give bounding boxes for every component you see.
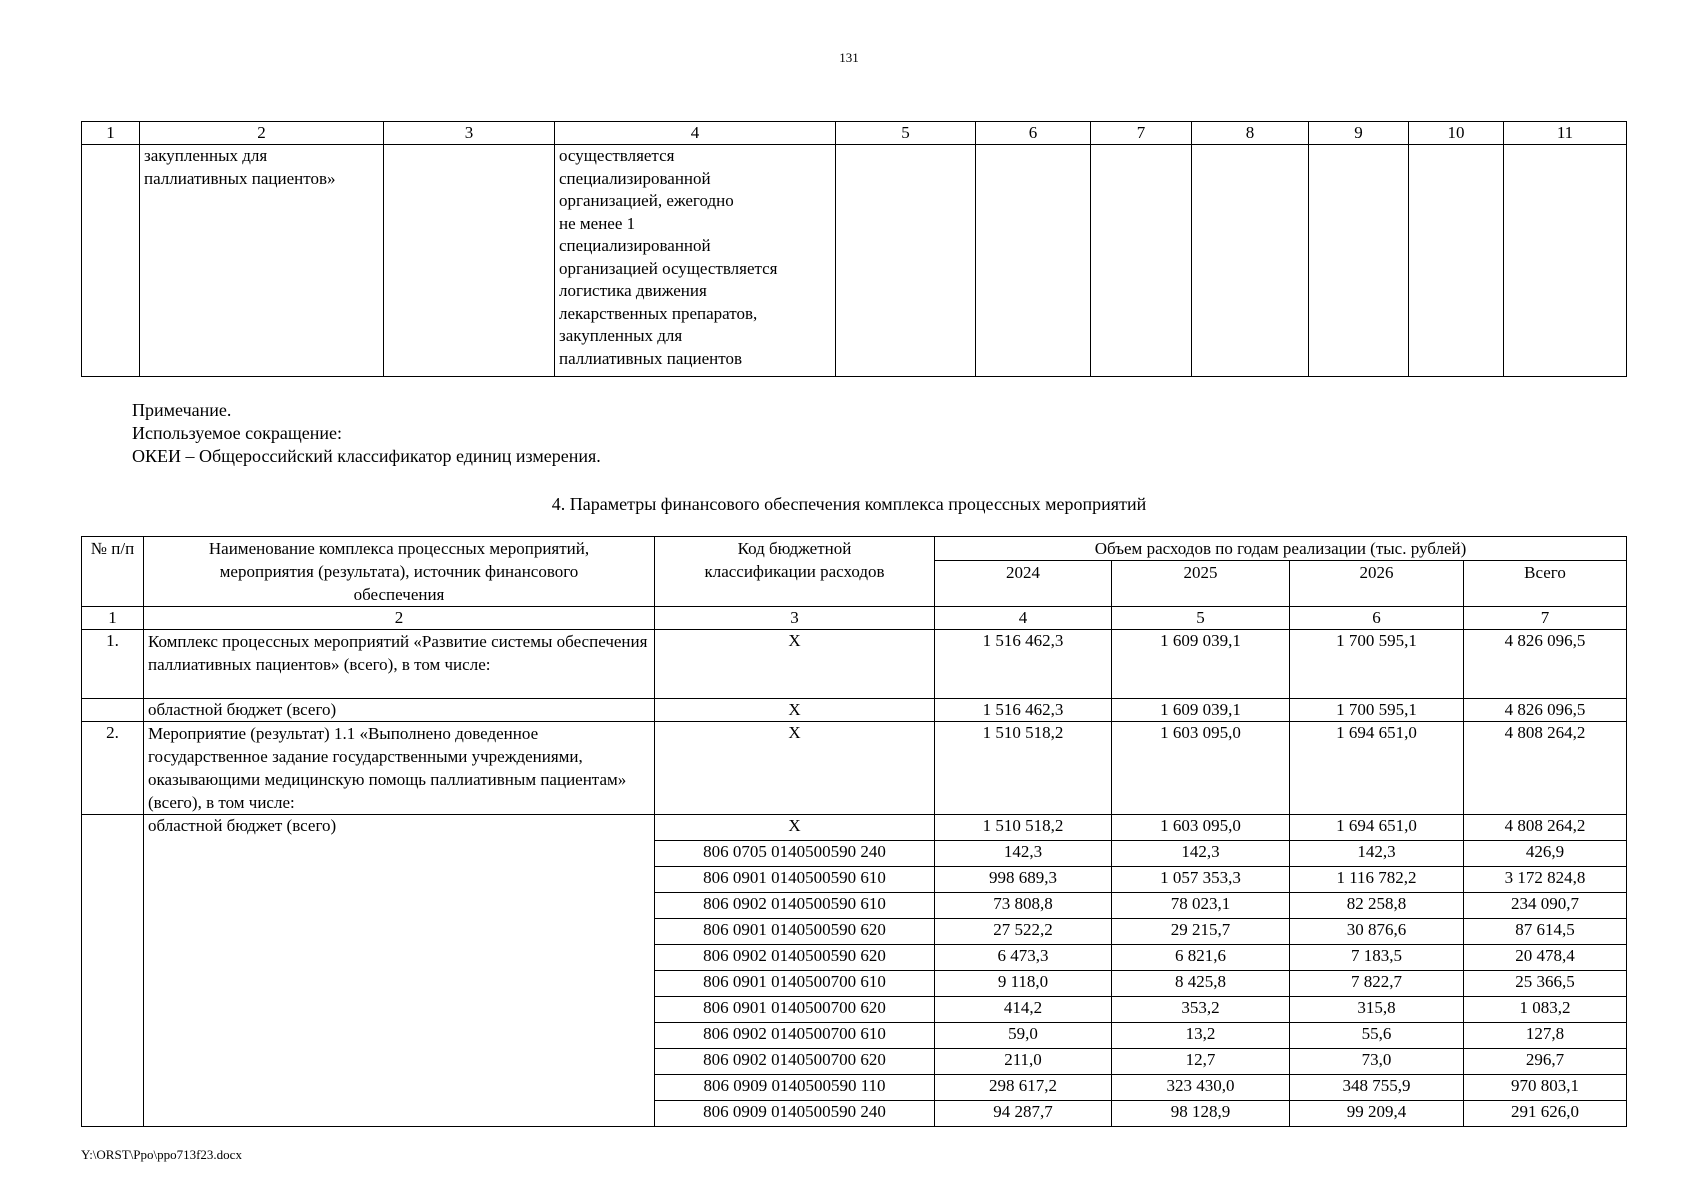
- row-2024: 1 510 518,2: [935, 722, 1112, 815]
- row-code: 806 0901 0140500590 610: [655, 867, 935, 893]
- row-total: 127,8: [1464, 1023, 1627, 1049]
- row-code: Х: [655, 630, 935, 699]
- col-number: 1: [82, 607, 144, 630]
- note-line: ОКЕИ – Общероссийский классификатор единиц измерения.: [132, 446, 601, 466]
- row-2026: 348 755,9: [1290, 1075, 1464, 1101]
- row-2025: 1 603 095,0: [1112, 815, 1290, 841]
- row-total: 3 172 824,8: [1464, 867, 1627, 893]
- row-code: 806 0902 0140500590 620: [655, 945, 935, 971]
- note-line: Используемое сокращение:: [132, 423, 342, 443]
- row-code: 806 0901 0140500590 620: [655, 919, 935, 945]
- note-title: Примечание.: [132, 400, 232, 420]
- row-2024: 6 473,3: [935, 945, 1112, 971]
- finance-table: [81, 536, 1627, 1127]
- row-total: 4 826 096,5: [1464, 630, 1627, 699]
- section-title: 4. Параметры финансового обеспечения комплекса процессных мероприятий: [551, 494, 1147, 514]
- row-2026: 73,0: [1290, 1049, 1464, 1075]
- row-num: 2.: [82, 722, 144, 815]
- row-2025: 78 023,1: [1112, 893, 1290, 919]
- row-2026: 1 116 782,2: [1290, 867, 1464, 893]
- row-2024: 1 516 462,3: [935, 699, 1112, 722]
- row-total: 1 083,2: [1464, 997, 1627, 1023]
- row-2024: 298 617,2: [935, 1075, 1112, 1101]
- row-2024: 1 516 462,3: [935, 630, 1112, 699]
- col-number: 3: [655, 607, 935, 630]
- col-number: 4: [935, 607, 1112, 630]
- text-line: осуществляется: [559, 146, 675, 165]
- col-number: 6: [976, 122, 1091, 145]
- row-2026: 1 700 595,1: [1290, 699, 1464, 722]
- cell: [384, 145, 555, 377]
- header-year-2024: 2024: [935, 561, 1112, 607]
- cell: [1192, 145, 1309, 377]
- row-2024: 73 808,8: [935, 893, 1112, 919]
- header-num: № п/п: [82, 537, 144, 607]
- row-2026: 30 876,6: [1290, 919, 1464, 945]
- text-line: закупленных для: [559, 326, 683, 345]
- row-total: 25 366,5: [1464, 971, 1627, 997]
- row-num: [82, 815, 144, 1127]
- row-2025: 1 609 039,1: [1112, 699, 1290, 722]
- row-2024: 998 689,3: [935, 867, 1112, 893]
- col-number: 5: [1112, 607, 1290, 630]
- row-2026: 7 183,5: [1290, 945, 1464, 971]
- file-path-footer: Y:\ORST\Ppo\ppo713f23.docx: [81, 1147, 242, 1162]
- cell: [836, 145, 976, 377]
- column-number-row: [82, 122, 1627, 145]
- col-number: 2: [140, 122, 384, 145]
- col-number: 7: [1091, 122, 1192, 145]
- row-2026: 315,8: [1290, 997, 1464, 1023]
- row-2024: 94 287,7: [935, 1101, 1112, 1127]
- text-line: лекарственных препаратов,: [559, 303, 758, 323]
- row-2024: 59,0: [935, 1023, 1112, 1049]
- header-total: Всего: [1464, 561, 1627, 607]
- header-code: Код бюджетной классификации расходов: [655, 537, 935, 607]
- row-code: 806 0909 0140500590 240: [655, 1101, 935, 1127]
- text-line: логистика движения: [559, 281, 707, 300]
- row-code: 806 0901 0140500700 610: [655, 971, 935, 997]
- row-2024: 211,0: [935, 1049, 1112, 1075]
- header-year-2025: 2025: [1112, 561, 1290, 607]
- text-line: не менее 1: [559, 213, 636, 233]
- row-total: 20 478,4: [1464, 945, 1627, 971]
- row-name: областной бюджет (всего): [144, 815, 655, 1127]
- text-line: организацией осуществляется: [559, 258, 778, 278]
- row-total: 426,9: [1464, 841, 1627, 867]
- col-number: 3: [384, 122, 555, 145]
- row-2025: 323 430,0: [1112, 1075, 1290, 1101]
- text-line: организацией, ежегодно: [559, 191, 734, 210]
- row-name: Мероприятие (результат) 1.1 «Выполнено доведенное государственное задание государственными учреждениями, оказывающими медицинскую помощь паллиативным пациентам» (всего), в том числе:: [144, 722, 655, 815]
- row-code: 806 0909 0140500590 110: [655, 1075, 935, 1101]
- col-number: 1: [82, 122, 140, 145]
- row-total: 291 626,0: [1464, 1101, 1627, 1127]
- cell: [1091, 145, 1192, 377]
- row-2025: 1 057 353,3: [1112, 867, 1290, 893]
- text-line: паллиативных пациентов: [559, 348, 742, 368]
- row-code: 806 0901 0140500700 620: [655, 997, 935, 1023]
- row-total: 4 808 264,2: [1464, 722, 1627, 815]
- row-code: Х: [655, 722, 935, 815]
- col-number: 10: [1409, 122, 1504, 145]
- row-2025: 1 609 039,1: [1112, 630, 1290, 699]
- row-code: 806 0705 0140500590 240: [655, 841, 935, 867]
- row-total: 4 808 264,2: [1464, 815, 1627, 841]
- col-number: 2: [144, 607, 655, 630]
- row-2026: 1 694 651,0: [1290, 722, 1464, 815]
- table-row: [82, 722, 1627, 815]
- col-number: 4: [555, 122, 836, 145]
- header-year-2026: 2026: [1290, 561, 1464, 607]
- row-2024: 1 510 518,2: [935, 815, 1112, 841]
- row-2025: 13,2: [1112, 1023, 1290, 1049]
- row-2024: 142,3: [935, 841, 1112, 867]
- row-total: 87 614,5: [1464, 919, 1627, 945]
- row-2026: 7 822,7: [1290, 971, 1464, 997]
- text-line: закупленных для: [144, 146, 268, 165]
- column-number-row: [82, 607, 1627, 630]
- table-row: [82, 145, 1627, 377]
- row-2025: 353,2: [1112, 997, 1290, 1023]
- header-name: Наименование комплекса процессных мероприятий, мероприятия (результата), источник финансового обеспечения: [144, 537, 655, 607]
- cell-description: [555, 145, 836, 377]
- row-2025: 1 603 095,0: [1112, 722, 1290, 815]
- col-number: 9: [1309, 122, 1409, 145]
- page-number: 131: [839, 50, 859, 65]
- row-num: 1.: [82, 630, 144, 699]
- row-2025: 6 821,6: [1112, 945, 1290, 971]
- row-code: Х: [655, 699, 935, 722]
- row-name: областной бюджет (всего): [144, 699, 655, 722]
- row-2026: 1 694 651,0: [1290, 815, 1464, 841]
- row-2026: 1 700 595,1: [1290, 630, 1464, 699]
- col-number: 8: [1192, 122, 1309, 145]
- row-2025: 8 425,8: [1112, 971, 1290, 997]
- row-code: Х: [655, 815, 935, 841]
- row-total: 234 090,7: [1464, 893, 1627, 919]
- table-row: [82, 699, 1627, 722]
- row-2024: 9 118,0: [935, 971, 1112, 997]
- row-2025: 29 215,7: [1112, 919, 1290, 945]
- row-2026: 99 209,4: [1290, 1101, 1464, 1127]
- cell-name: [140, 145, 384, 377]
- header-row: [82, 537, 1627, 561]
- row-code: 806 0902 0140500590 610: [655, 893, 935, 919]
- cell: [1504, 145, 1627, 377]
- row-total: 970 803,1: [1464, 1075, 1627, 1101]
- row-2025: 98 128,9: [1112, 1101, 1290, 1127]
- table-row: [82, 815, 1627, 841]
- row-2026: 55,6: [1290, 1023, 1464, 1049]
- cell: [82, 145, 140, 377]
- header-volume: Объем расходов по годам реализации (тыс. рублей): [935, 537, 1627, 561]
- cell: [976, 145, 1091, 377]
- text-line: специализированной: [559, 236, 711, 255]
- row-code: 806 0902 0140500700 610: [655, 1023, 935, 1049]
- table-row: [82, 630, 1627, 699]
- row-2025: 142,3: [1112, 841, 1290, 867]
- col-number: 7: [1464, 607, 1627, 630]
- col-number: 6: [1290, 607, 1464, 630]
- row-name: Комплекс процессных мероприятий «Развитие системы обеспечения паллиативных пациентов» (всего), в том числе:: [144, 630, 655, 699]
- row-2024: 414,2: [935, 997, 1112, 1023]
- col-number: 11: [1504, 122, 1627, 145]
- continuation-table: [81, 121, 1627, 377]
- note: [132, 399, 601, 468]
- row-num: [82, 699, 144, 722]
- row-2025: 12,7: [1112, 1049, 1290, 1075]
- row-2026: 82 258,8: [1290, 893, 1464, 919]
- row-2024: 27 522,2: [935, 919, 1112, 945]
- row-total: 4 826 096,5: [1464, 699, 1627, 722]
- row-total: 296,7: [1464, 1049, 1627, 1075]
- text-line: специализированной: [559, 168, 711, 188]
- cell: [1309, 145, 1409, 377]
- col-number: 5: [836, 122, 976, 145]
- cell: [1409, 145, 1504, 377]
- text-line: паллиативных пациентов»: [144, 168, 336, 188]
- row-2026: 142,3: [1290, 841, 1464, 867]
- row-code: 806 0902 0140500700 620: [655, 1049, 935, 1075]
